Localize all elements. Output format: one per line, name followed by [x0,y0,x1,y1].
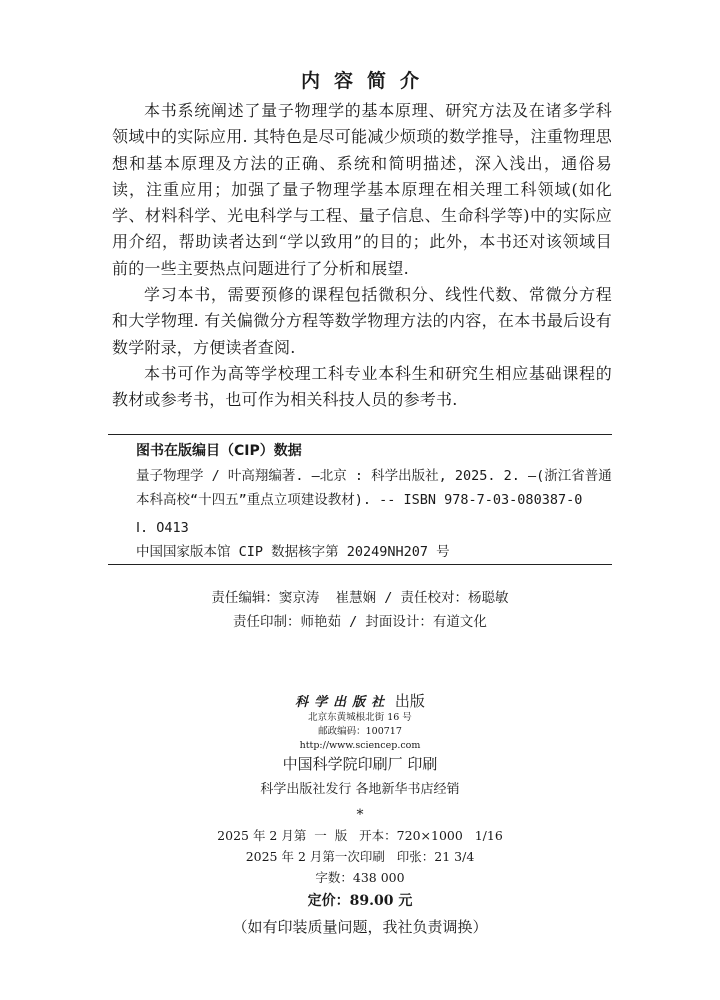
intro-paragraph: 本书系统阐述了量子物理学的基本原理、研究方法及在诸多学科领域中的实际应用. 其特色是尽可能减少烦琐的数学推导，注重物理思想和基本原理及方法的正确、系统和简明描述，深入浅出，通俗易读，注重应用；加强了量子物理学基本原理在相关理工科领域(如化学、材料科学、光电科学与工程、量子信息、生命科学等)中的实际应用介绍，帮助读者达到“学以致用”的目的；此外，本书还对该领域目前的一些主要热点问题进行了分析和展望. [112,101,612,278]
intro-paragraph: 本书可作为高等学校理工科专业本科生和研究生相应基础课程的教材或参考书，也可作为相关科技人员的参考书. [112,363,612,410]
word-count: 字数：438 000 [315,870,405,885]
intro-paragraph: 学习本书，需要预修的课程包括微积分、线性代数、常微分方程和大学物理. 有关偏微分方程等数学物理方法的内容，在本书最后设有数学附录，方便读者查阅. [112,285,612,357]
publisher-logo-text: 科学出版社 [295,695,391,710]
edition-info: 2025 年 2 月第 一 版 开本：720×1000 1/16 [217,828,503,843]
cip-heading: 图书在版编目（CIP）数据 [136,443,302,459]
cip-classification: Ⅰ. O413 [136,520,189,536]
page-title: 内容简介 [300,70,433,92]
publisher-website: http://www.sciencep.com [299,740,421,751]
quality-notice: （如有印装质量问题，我社负责调换） [232,918,488,936]
cip-entry: 量子物理学 / 叶高翔编著. —北京 : 科学出版社, 2025. 2. —(浙江省普通本科高校“十四五”重点立项建设教材). -- ISBN 978-7-03-080387-0 [136,468,612,508]
intro-section [112,98,612,414]
cip-block [108,434,612,565]
printer: 中国科学院印刷厂 印刷 [282,755,438,773]
price: 定价：89.00 元 [307,893,413,909]
separator-star: * [356,807,364,823]
publisher-postcode: 邮政编码：100717 [318,726,402,737]
staff-line: 责任印制：师艳茹 / 封面设计：有道文化 [233,614,487,630]
distribution: 科学出版社发行 各地新华书店经销 [260,782,460,797]
staff-line: 责任编辑：窦京涛 崔慧娴 / 责任校对：杨聪敏 [211,590,509,606]
publisher-name [0,690,720,711]
publisher-address: 北京东黄城根北街 16 号 [308,712,412,723]
publisher-suffix: 出版 [394,692,425,710]
cip-record: 中国国家版本馆 CIP 数据核字第 20249NH207 号 [136,544,450,560]
cip-body [108,464,612,564]
staff-credits [108,586,612,634]
publisher-info [0,690,720,940]
printing-info: 2025 年 2 月第一次印刷 印张：21 3/4 [245,849,475,864]
